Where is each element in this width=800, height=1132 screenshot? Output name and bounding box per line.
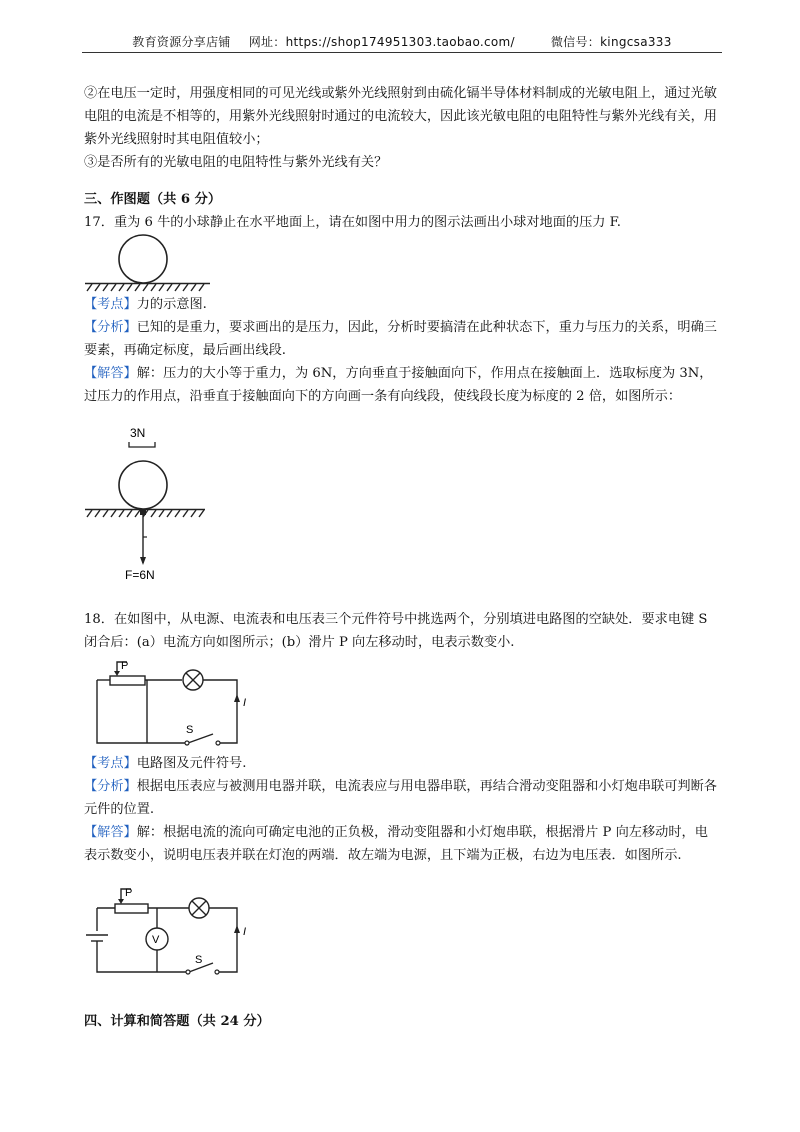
switch-contact-right <box>216 741 220 745</box>
label-v: V <box>152 934 160 946</box>
right-wire <box>203 680 237 743</box>
kaodian-text: 力的示意图. <box>136 297 207 312</box>
q17-jieda <box>84 362 720 408</box>
switch-contact-left <box>186 970 190 974</box>
q18-circuit-question <box>85 660 275 750</box>
q16-item2: ②在电压一定时，用强度相同的可见光线或紫外光线照射到由硫化镉半导体材料制成的光敏电阻上，通过光敏电阻的电流是不相等的，用紫外光线照射时通过的电流较大，因此该光敏电阻的电阻特性与紫外光线有关，用紫外光线照射时其电阻值较小； <box>84 86 717 147</box>
wechat-label: 微信号： <box>550 35 601 49</box>
fenxi-text: 已知的是重力，要求画出的是压力，因此，分析时要搞清在此种状态下，重力与压力的关系，明确三要素，再确定标度，最后画出线段. <box>84 320 717 358</box>
site-url[interactable]: https://shop174951303.taobao.com/ <box>285 35 515 49</box>
q17-force-figure <box>85 425 215 585</box>
rheostat <box>110 676 145 685</box>
kaodian-tag: 【考点】 <box>84 756 137 771</box>
left-wire <box>97 680 147 743</box>
label-p: P <box>125 887 133 899</box>
q18-circuit-answer <box>85 885 275 980</box>
page-header <box>82 33 722 50</box>
label-s: S <box>186 724 194 736</box>
lamp-cross <box>186 673 200 687</box>
label-p: P <box>121 660 129 672</box>
kaodian-tag: 【考点】 <box>84 297 137 312</box>
label-i: I <box>243 926 247 938</box>
kaodian-text: 电路图及元件符号. <box>136 756 247 771</box>
section4-heading: 四、计算和简答题（共 24 分） <box>84 1014 270 1029</box>
label-s: S <box>195 954 203 966</box>
q17-ball-figure <box>85 234 215 294</box>
q16-item3: ③是否所有的光敏电阻的电阻特性与紫外光线有关？ <box>84 155 388 170</box>
q17-question: 17．重为 6 牛的小球静止在水平地面上，请在如图中用力的图示法画出小球对地面的压力 F. <box>84 215 621 230</box>
q18-kaodian <box>84 752 720 775</box>
current-arrow <box>234 925 240 933</box>
fenxi-text: 根据电压表应与被测用电器并联，电流表应与用电器串联，再结合滑动变阻器和小灯炮串联可判断各元件的位置. <box>84 779 717 817</box>
q17-fenxi <box>84 316 720 362</box>
scale-label: 3N <box>130 426 146 440</box>
q18-jieda <box>84 821 720 867</box>
rheostat <box>115 904 148 913</box>
jieda-text: 解：压力的大小等于重力，为 6N，方向垂直于接触面向下，作用点在接触面上．选取标度为 3N，过压力的作用点，沿垂直于接触面向下的方向画一条有向线段，使线段长度为标度的 2 倍，如图所示： <box>84 366 713 404</box>
header-divider <box>82 52 722 53</box>
q18-question: 18．在如图中，从电源、电流表和电压表三个元件符号中挑选两个，分别填进电路图的空缺处．要求电键 S 闭合后：(a）电流方向如图所示；(b）滑片 P 向左移动时，电表示数变小. <box>84 612 708 650</box>
right-wire <box>209 908 237 972</box>
current-arrow <box>234 694 240 702</box>
wechat-id: kingcsa333 <box>600 35 672 49</box>
label-i: I <box>243 697 247 709</box>
jieda-text: 解：根据电流的流向可确定电池的正负极，滑动变阻器和小灯炮串联，根据滑片 P 向左移动时，电表示数变小，说明电压表并联在灯泡的两端．故左端为电源，且下端为正极，右边为电压表．如图所示. <box>84 825 708 863</box>
section3-heading: 三、作图题（共 6 分） <box>84 192 222 207</box>
switch-contact-left <box>185 741 189 745</box>
force-label: F=6N <box>125 568 155 582</box>
q17-kaodian <box>84 293 720 316</box>
ball <box>119 235 167 283</box>
scale-bar <box>129 442 155 447</box>
fenxi-tag: 【分析】 <box>84 320 137 335</box>
fenxi-tag: 【分析】 <box>84 779 137 794</box>
switch-contact-right <box>215 970 219 974</box>
ground-hatching <box>87 284 204 291</box>
force-arrow-head <box>140 557 146 565</box>
shop-name: 教育资源分享店铺 <box>132 35 231 49</box>
jieda-tag: 【解答】 <box>84 366 137 381</box>
jieda-tag: 【解答】 <box>84 825 137 840</box>
lamp-cross <box>192 901 206 915</box>
slider-arrow <box>118 899 124 904</box>
ball <box>119 461 167 509</box>
slider-arrow <box>114 671 120 676</box>
q18-fenxi <box>84 775 720 821</box>
site-label: 网址： <box>248 35 286 49</box>
